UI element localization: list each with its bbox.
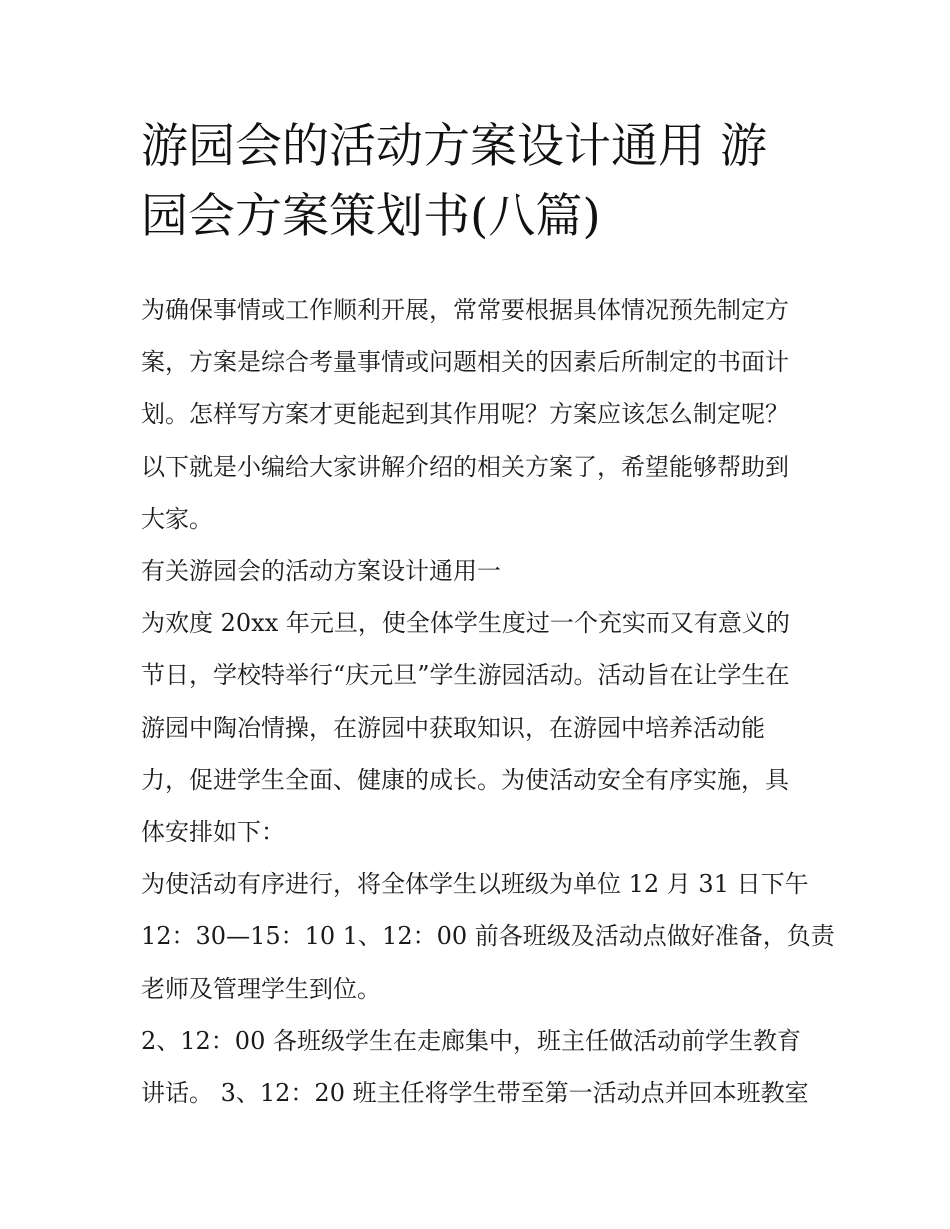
intro-paragraph-line: 划。怎样写方案才更能起到其作用呢？方案应该怎么制定呢？ (141, 400, 789, 429)
paragraph-line: 为欢度 20xx 年元旦，使全体学生度过一个充实而又有意义的 (141, 609, 790, 638)
intro-paragraph-line: 大家。 (141, 504, 213, 533)
intro-paragraph-line: 案，方案是综合考量事情或问题相关的因素后所制定的书面计 (141, 348, 789, 377)
document-title (141, 112, 813, 252)
document-content (141, 112, 835, 1119)
paragraph-line: 老师及管理学生到位。 (141, 974, 381, 1003)
paragraph-line: 体安排如下： (141, 818, 285, 847)
paragraph-line: 游园中陶冶情操，在游园中获取知识，在游园中培养活动能 (141, 713, 765, 742)
intro-paragraph-line: 以下就是小编给大家讲解介绍的相关方案了，希望能够帮助到 (141, 452, 789, 481)
title-line: 园会方案策划书(八篇) (141, 189, 601, 244)
paragraph-line: 节日，学校特举行“庆元旦”学生游园活动。活动旨在让学生在 (141, 661, 790, 690)
title-line: 游园会的活动方案设计通用 游 (141, 119, 767, 174)
document-body (141, 284, 835, 1119)
section-heading: 有关游园会的活动方案设计通用一 (141, 557, 501, 586)
paragraph-line: 2、12：00 各班级学生在走廊集中，班主任做活动前学生教育 (141, 1026, 801, 1055)
intro-paragraph-line: 为确保事情或工作顺利开展，常常要根据具体情况预先制定方 (141, 296, 789, 324)
paragraph-line: 讲话。 3、12：20 班主任将学生带至第一活动点并回本班教室 (141, 1079, 809, 1108)
paragraph-line: 力，促进学生全面、健康的成长。为使活动安全有序实施，具 (141, 765, 789, 794)
paragraph-line: 12：30—15：10 1、12：00 前各班级及活动点做好准备，负责 (141, 922, 835, 951)
paragraph-line: 为使活动有序进行，将全体学生以班级为单位 12 月 31 日下午 (141, 870, 809, 899)
